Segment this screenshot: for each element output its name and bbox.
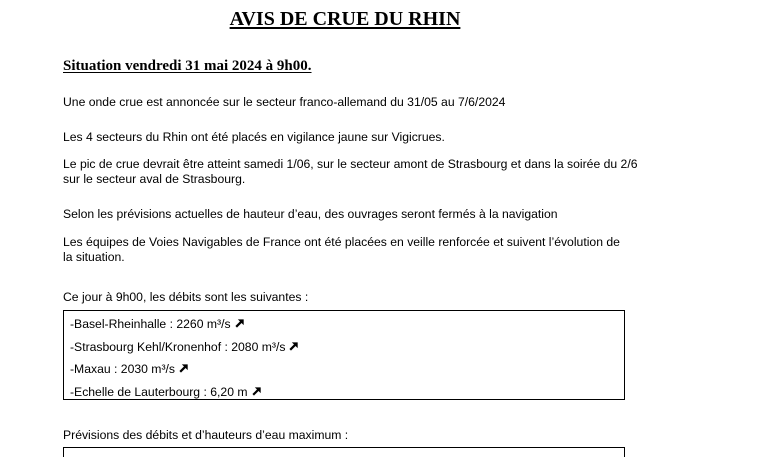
arrow-up-right-icon [251, 386, 262, 397]
flow-label: -Maxau : 2030 m³/s [70, 362, 175, 376]
flow-label: -Strasbourg Kehl/Kronenhof : 2080 m³/s [70, 339, 286, 354]
forecast-heading: Prévisions des débits et d’hauteurs d’eau maximum : [63, 428, 349, 442]
arrow-up-right-icon [178, 363, 189, 374]
flow-row [70, 385, 624, 408]
flow-label: -Basel-Rheinhalle : 2260 m³/s [70, 317, 231, 331]
forecast-box [63, 447, 625, 457]
flow-label: -Echelle de Lauterbourg : 6,20 m [70, 384, 248, 399]
paragraph-vnf: Les équipes de Voies Navigables de France ont été placées en veille renforcée et suivent l’évolution de la situation. [63, 235, 620, 264]
document-title: AVIS DE CRUE DU RHIN [229, 8, 461, 30]
paragraph-ouvrages: Selon les prévisions actuelles de hauteur d’eau, des ouvrages seront fermés à la navigation [63, 207, 558, 221]
arrow-up-right-icon [234, 318, 245, 329]
arrow-up-right-icon [288, 341, 299, 352]
flow-row [70, 362, 624, 385]
flow-row [70, 340, 624, 363]
paragraph-pic-de-crue: Le pic de crue devrait être atteint samedi 1/06, sur le secteur amont de Strasbourg et dans la soirée du 2/6 sur le secteur aval de Strasbourg. [63, 157, 638, 186]
situation-heading: Situation vendredi 31 mai 2024 à 9h00. [63, 58, 312, 74]
paragraph-debits-intro: Ce jour à 9h00, les débits sont les suivantes : [63, 290, 309, 304]
paragraph-vigilance: Les 4 secteurs du Rhin ont été placés en vigilance jaune sur Vigicrues. [63, 130, 445, 144]
flow-row [70, 317, 624, 340]
paragraph-onde-crue: Une onde crue est annoncée sur le secteur franco-allemand du 31/05 au 7/6/2024 [63, 95, 506, 109]
flows-box [63, 310, 625, 400]
